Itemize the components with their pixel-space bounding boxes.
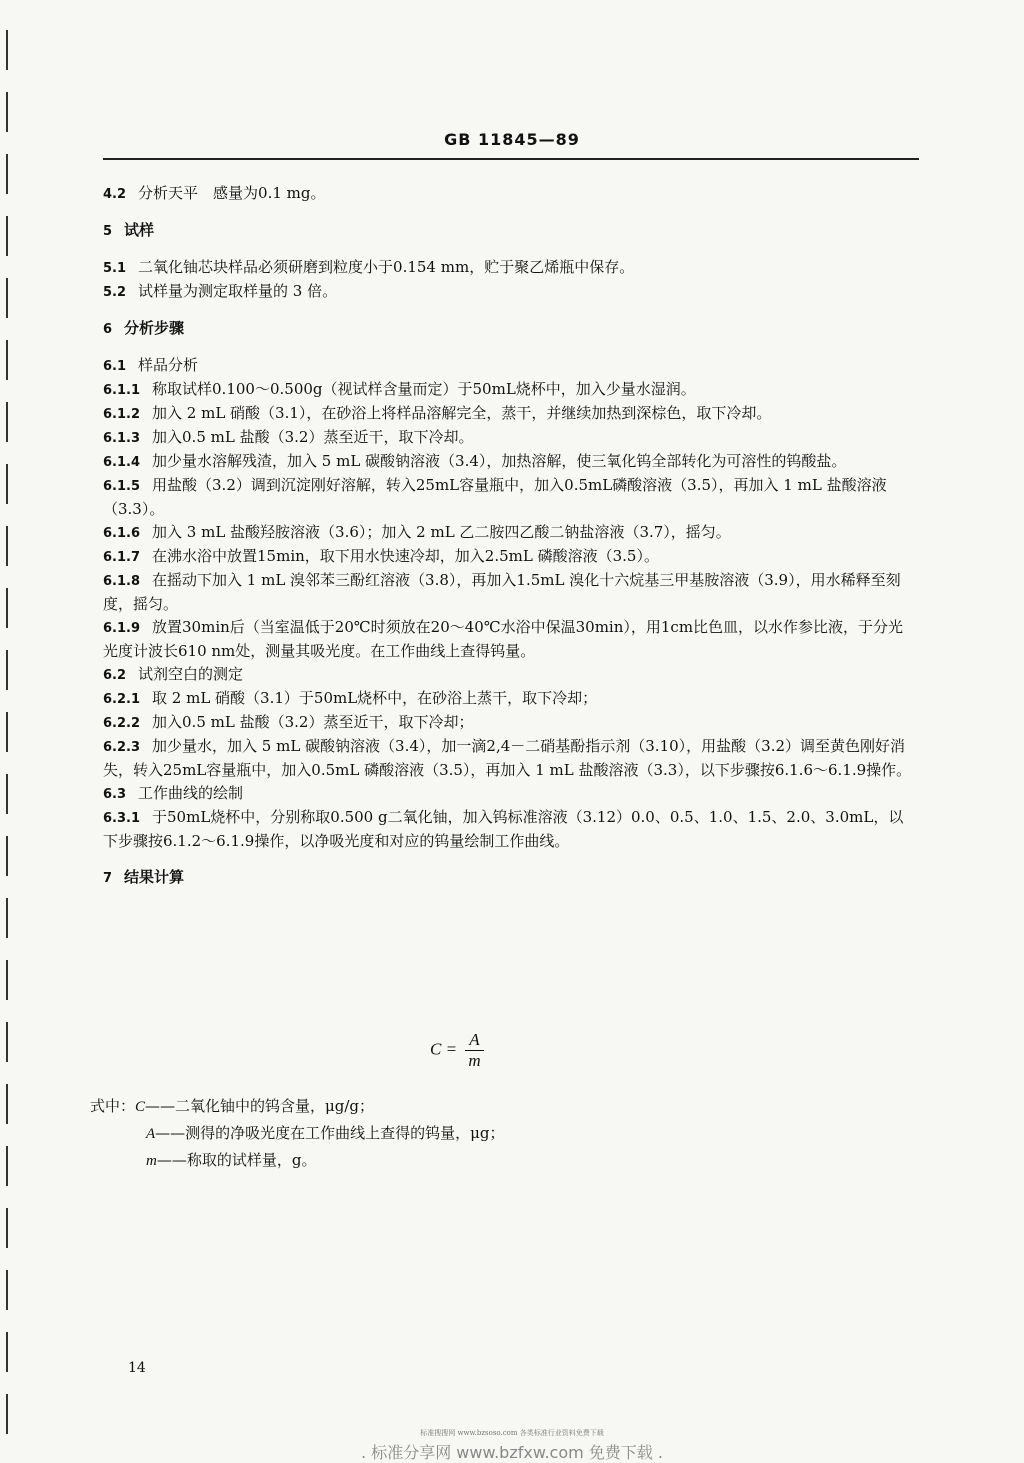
clause-5-1: 5.1 二氧化铀芯块样品必须研磨到粒度小于0.154 mm，贮于聚乙烯瓶中保存。 <box>103 258 635 276</box>
clause-6-1: 6.1 样品分析 <box>103 356 199 374</box>
clause-6-1-5: 6.1.5 用盐酸（3.2）调到沉淀刚好溶解，转入25mL容量瓶中，加入0.5mL磷酸溶液（3.5），再加入 1 mL 盐酸溶液（3.3）。 <box>103 476 887 518</box>
section-5-heading: 5 试样 <box>103 221 155 239</box>
clause-6-2-1: 6.2.1 取 2 mL 硝酸（3.1）于50mL烧杯中，在砂浴上蒸干，取下冷却； <box>103 689 598 707</box>
header-rule <box>103 158 919 160</box>
clause-6-3-1: 6.3.1 于50mL烧杯中，分别称取0.500 g二氧化铀，加入钨标准溶液（3.12）0.0、0.5、1.0、1.5、2.0、3.0mL，以下步骤按6.1.2～6.1.9操作，以净吸光度和对应的钨量绘制工作曲线。 <box>103 808 904 850</box>
clause-6-2-2: 6.2.2 加入0.5 mL 盐酸（3.2）蒸至近干，取下冷却； <box>103 713 474 731</box>
clause-6-3: 6.3 工作曲线的绘制 <box>103 784 244 802</box>
clause-5-2: 5.2 试样量为测定取样量的 3 倍。 <box>103 282 338 300</box>
footer-watermark: . 标准分享网 www.bzfxw.com 免费下载 . <box>361 1443 663 1462</box>
clause-6-1-1: 6.1.1 称取试样0.100～0.500g（视试样含量而定）于50mL烧杯中，加入少量水湿润。 <box>103 380 696 398</box>
formula-numerator: A <box>465 1030 483 1051</box>
page-number: 14 <box>128 1360 146 1376</box>
legend-row-a: A——测得的净吸光度在工作曲线上查得的钨量，μg； <box>146 1124 505 1142</box>
clause-6-1-3: 6.1.3 加入0.5 mL 盐酸（3.2）蒸至近干，取下冷却。 <box>103 428 474 446</box>
legend-row-c: 式中：C——二氧化铀中的钨含量，μg/g； <box>90 1097 375 1115</box>
binding-marks <box>6 30 8 1420</box>
formula-fraction <box>465 1030 483 1071</box>
section-7-heading: 7 结果计算 <box>103 868 185 886</box>
clause-4-2: 4.2 分析天平 感量为0.1 mg。 <box>103 184 326 202</box>
clause-6-1-7: 6.1.7 在沸水浴中放置15min，取下用水快速冷却，加入2.5mL 磷酸溶液（3.5）。 <box>103 547 659 565</box>
clause-6-1-4: 6.1.4 加少量水溶解残渣，加入 5 mL 碳酸钠溶液（3.4），加热溶解，使三氧化钨全部转化为可溶性的钨酸盐。 <box>103 452 847 470</box>
body-text <box>103 182 913 903</box>
clause-6-1-9: 6.1.9 放置30min后（当室温低于20℃时须放在20～40℃水浴中保温30min），用1cm比色皿，以水作参比液，于分光光度计波长610 nm处，测量其吸光度。在工作曲线上查得钨量。 <box>103 618 904 660</box>
footer-watermark-small: 标准搜搜网 www.bzsoso.com 各类标准行业资料免费下载 <box>420 1429 604 1437</box>
clause-6-1-2: 6.1.2 加入 2 mL 硝酸（3.1），在砂浴上将样品溶解完全，蒸干，并继续加热到深棕色，取下冷却。 <box>103 404 772 422</box>
formula-denominator: m <box>468 1051 481 1070</box>
formula-equals: = <box>445 1039 458 1059</box>
standard-header: GB 11845—89 <box>444 130 580 149</box>
legend-row-m: m——称取的试样量，g。 <box>146 1151 317 1169</box>
result-formula <box>430 1030 484 1071</box>
clause-6-1-8: 6.1.8 在摇动下加入 1 mL 溴邻苯三酚红溶液（3.8），再加入1.5mL 溴化十六烷基三甲基胺溶液（3.9），用水稀释至刻度，摇匀。 <box>103 571 901 613</box>
clause-6-1-6: 6.1.6 加入 3 mL 盐酸羟胺溶液（3.6）；加入 2 mL 乙二胺四乙酸二钠盐溶液（3.7），摇匀。 <box>103 523 731 541</box>
section-6-heading: 6 分析步骤 <box>103 319 185 337</box>
clause-6-2-3: 6.2.3 加少量水，加入 5 mL 碳酸钠溶液（3.4），加一滴2,4－二硝基酚指示剂（3.10），用盐酸（3.2）调至黄色刚好消失，转入25mL容量瓶中，加入0.5mL 磷酸溶液（3.5），再加入 1 mL 盐酸溶液（3.3），以下步骤按6.1.6～6.1.9操作。 <box>103 737 912 779</box>
formula-lhs: C <box>430 1039 442 1059</box>
formula-legend <box>90 1093 505 1174</box>
clause-6-2: 6.2 试剂空白的测定 <box>103 665 244 683</box>
